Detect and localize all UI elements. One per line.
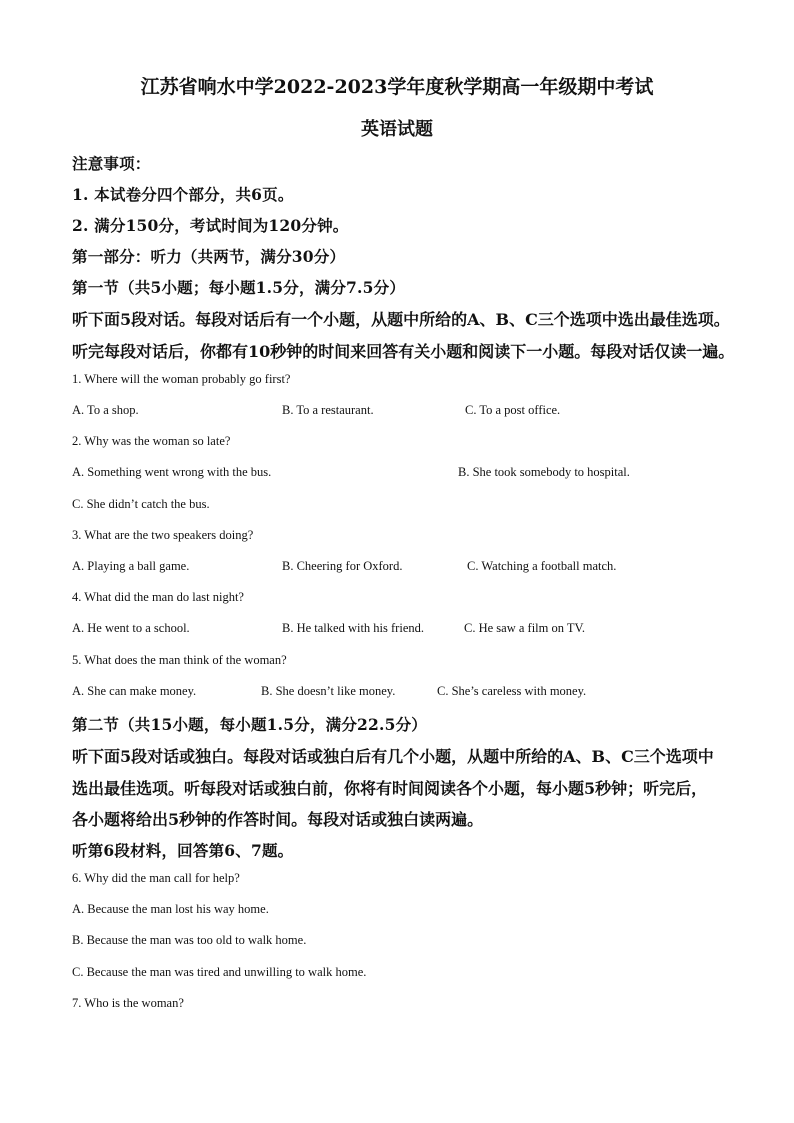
- exam-title: 江苏省响水中学2022-2023学年度秋学期高一年级期中考试: [140, 76, 654, 98]
- question-5-option-c: C. She’s careless with money.: [437, 684, 587, 698]
- notice-item-1: 1. 本试卷分四个部分，共6页。: [72, 185, 294, 204]
- question-6-option-b: B. Because the man was too old to walk home.: [72, 933, 307, 947]
- question-2: 2. Why was the woman so late?: [72, 434, 231, 448]
- question-3-option-c: C. Watching a football match.: [467, 559, 617, 573]
- question-3-option-b: B. Cheering for Oxford.: [282, 559, 403, 573]
- section2-instruction-1: 听下面5段对话或独白。每段对话或独白后有几个小题，从题中所给的A、B、C三个选项中: [72, 747, 714, 766]
- question-4-option-b: B. He talked with his friend.: [282, 621, 424, 635]
- section1-heading: 第一节（共5小题；每小题1.5分，满分7.5分）: [72, 278, 406, 297]
- question-4: 4. What did the man do last night?: [72, 590, 244, 604]
- notice-heading: 注意事项：: [72, 154, 151, 173]
- section1-instruction-2: 听完每段对话后，你都有10秒钟的时间来回答有关小题和阅读下一小题。每段对话仅读一遍。: [72, 342, 735, 361]
- question-3: 3. What are the two speakers doing?: [72, 528, 254, 542]
- section2-instruction-3: 各小题将给出5秒钟的作答时间。每段对话或独白读两遍。: [72, 810, 484, 829]
- part1-heading: 第一部分：听力（共两节，满分30分）: [72, 247, 346, 266]
- question-2-option-c: C. She didn’t catch the bus.: [72, 497, 210, 511]
- question-2-option-b: B. She took somebody to hospital.: [458, 465, 630, 479]
- exam-subtitle: 英语试题: [361, 119, 433, 140]
- material-6-heading: 听第6段材料，回答第6、7题。: [72, 841, 294, 860]
- section1-instruction-1: 听下面5段对话。每段对话后有一个小题，从题中所给的A、B、C三个选项中选出最佳选项。: [72, 310, 730, 329]
- question-4-option-c: C. He saw a film on TV.: [464, 621, 586, 635]
- section2-instruction-2: 选出最佳选项。听每段对话或独白前，你将有时间阅读各个小题，每小题5秒钟；听完后，: [72, 779, 708, 798]
- section2-heading: 第二节（共15小题，每小题1.5分，满分22.5分）: [72, 715, 427, 734]
- question-1-option-b: B. To a restaurant.: [282, 403, 374, 417]
- question-6-option-c: C. Because the man was tired and unwilling to walk home.: [72, 965, 367, 979]
- question-1: 1. Where will the woman probably go first?: [72, 372, 291, 386]
- question-1-option-c: C. To a post office.: [465, 403, 561, 417]
- question-4-option-a: A. He went to a school.: [72, 621, 190, 635]
- question-5-option-a: A. She can make money.: [72, 684, 197, 698]
- question-1-option-a: A. To a shop.: [72, 403, 139, 417]
- question-6: 6. Why did the man call for help?: [72, 871, 240, 885]
- question-6-option-a: A. Because the man lost his way home.: [72, 902, 269, 916]
- question-2-option-a: A. Something went wrong with the bus.: [72, 465, 272, 479]
- notice-item-2: 2. 满分150分，考试时间为120分钟。: [72, 216, 349, 235]
- question-5: 5. What does the man think of the woman?: [72, 653, 287, 667]
- question-7: 7. Who is the woman?: [72, 996, 184, 1010]
- question-3-option-a: A. Playing a ball game.: [72, 559, 190, 573]
- question-5-option-b: B. She doesn’t like money.: [261, 684, 396, 698]
